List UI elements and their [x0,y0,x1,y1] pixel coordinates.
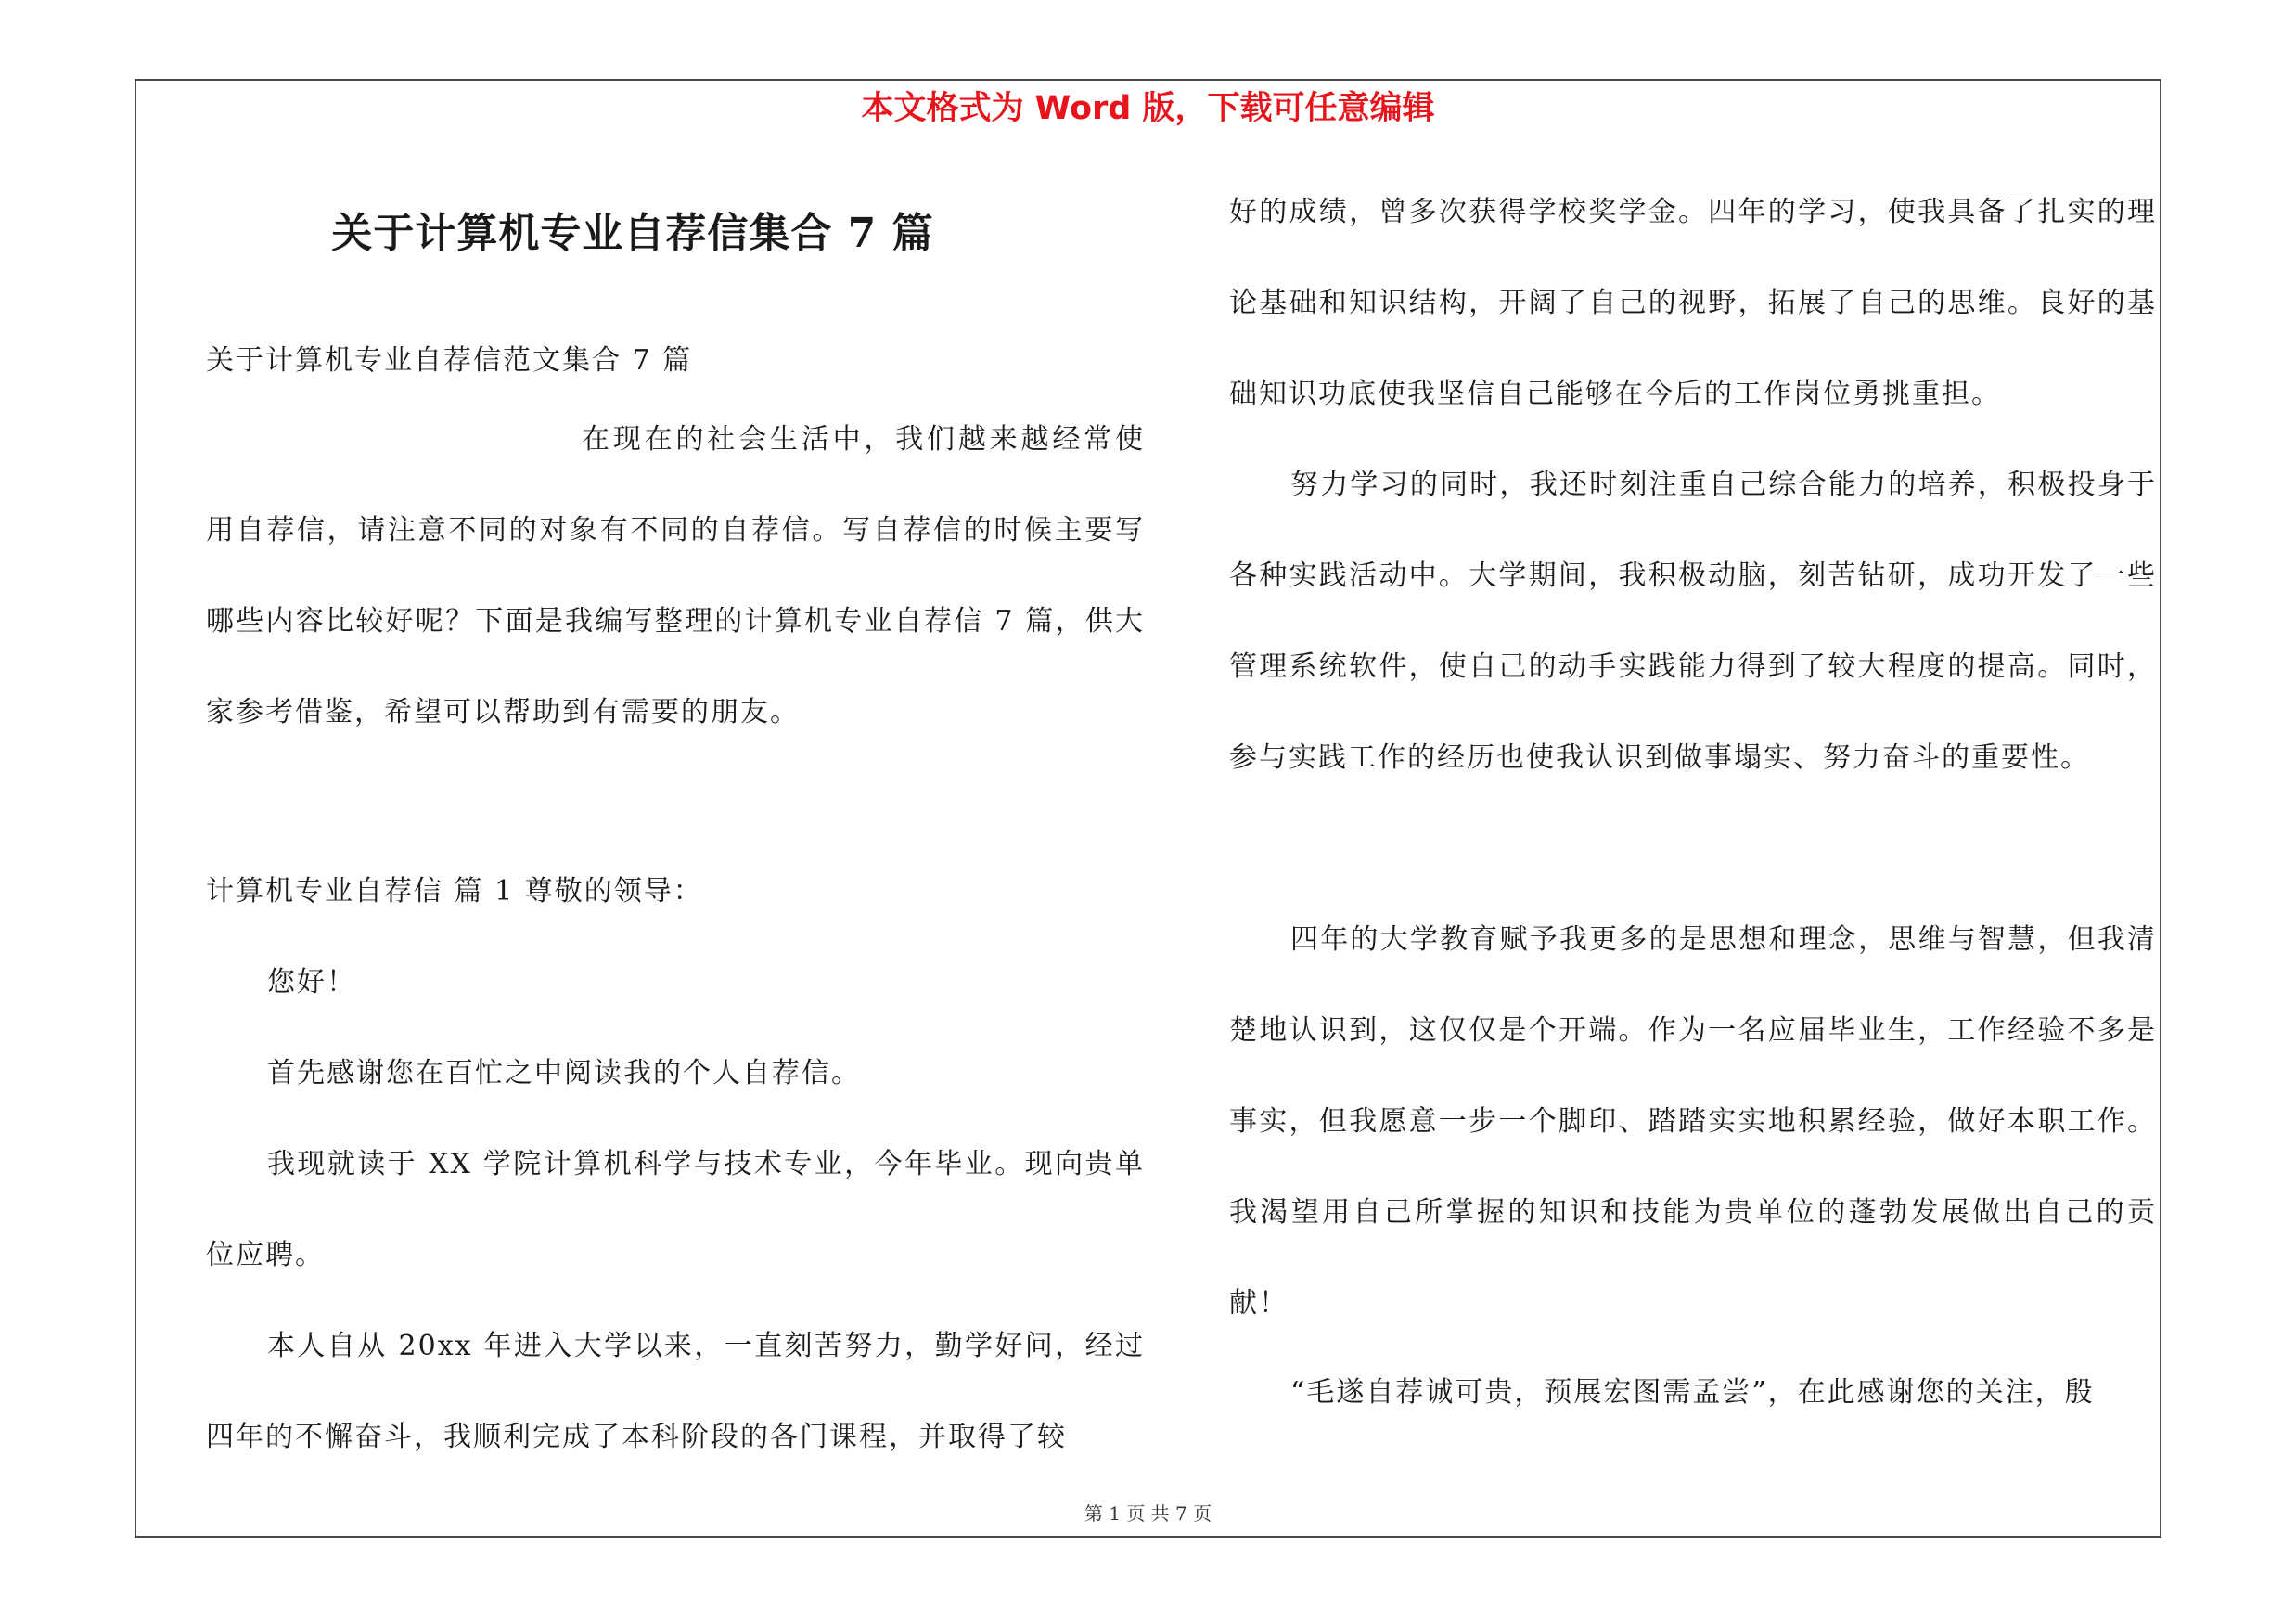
intro-paragraph: 在现在的社会生活中，我们越来越经常使用自荐信，请注意不同的对象有不同的自荐信。写自荐信的时候主要写哪些内容比较好呢？下面是我编写整理的计算机专业自荐信 7 篇，供大家参考借鉴，希望可以帮助到有需要的朋友。 [206,423,1145,728]
paragraph-study: 我现就读于 XX 学院计算机科学与技术专业，今年毕业。现向贵单位应聘。 [206,1148,1145,1271]
greeting: 您好！ [267,966,356,998]
paragraph-education: 四年的大学教育赋予我更多的是思想和理念，思维与智慧，但我清楚地认识到，这仅仅是个开端。作为一名应届毕业生，工作经验不多是事实，但我愿意一步一个脚印、踏踏实实地积累经验，做好本职工作。我渴望用自己所掌握的知识和技能为贵单位的蓬勃发展做出自己的贡献！ [1229,923,2157,1320]
section-heading: 计算机专业自荐信 篇 1 尊敬的领导： [206,875,703,908]
paragraph-closing: “毛遂自荐诚可贵，预展宏图需孟尝”，在此感谢您的关注，殷 [1290,1376,2095,1409]
subtitle: 关于计算机专业自荐信范文集合 7 篇 [206,344,693,377]
paragraph-practice: 努力学习的同时，我还时刻注重自己综合能力的培养，积极投身于各种实践活动中。大学期间，我积极动脑，刻苦钻研，成功开发了一些管理系统软件，使自己的动手实践能力得到了较大程度的提高。同时，参与实践工作的经历也使我认识到做事塌实、努力奋斗的重要性。 [1229,469,2157,774]
paragraph-thanks: 首先感谢您在百忙之中阅读我的个人自荐信。 [267,1057,861,1089]
format-banner: 本文格式为 Word 版，下载可任意编辑 [861,90,1435,127]
document-title: 关于计算机专业自荐信集合 7 篇 [331,210,934,257]
page-number: 第 1 页 共 7 页 [1084,1502,1212,1525]
paragraph-background: 本人自从 20xx 年进入大学以来，一直刻苦努力，勤学好问，经过四年的不懈奋斗，我顺利完成了本科阶段的各门课程，并取得了较 [206,1330,1145,1453]
paragraph-results: 好的成绩，曾多次获得学校奖学金。四年的学习，使我具备了扎实的理论基础和知识结构，开阔了自己的视野，拓展了自己的思维。良好的基础知识功底使我坚信自己能够在今后的工作岗位勇挑重担。 [1229,196,2157,410]
